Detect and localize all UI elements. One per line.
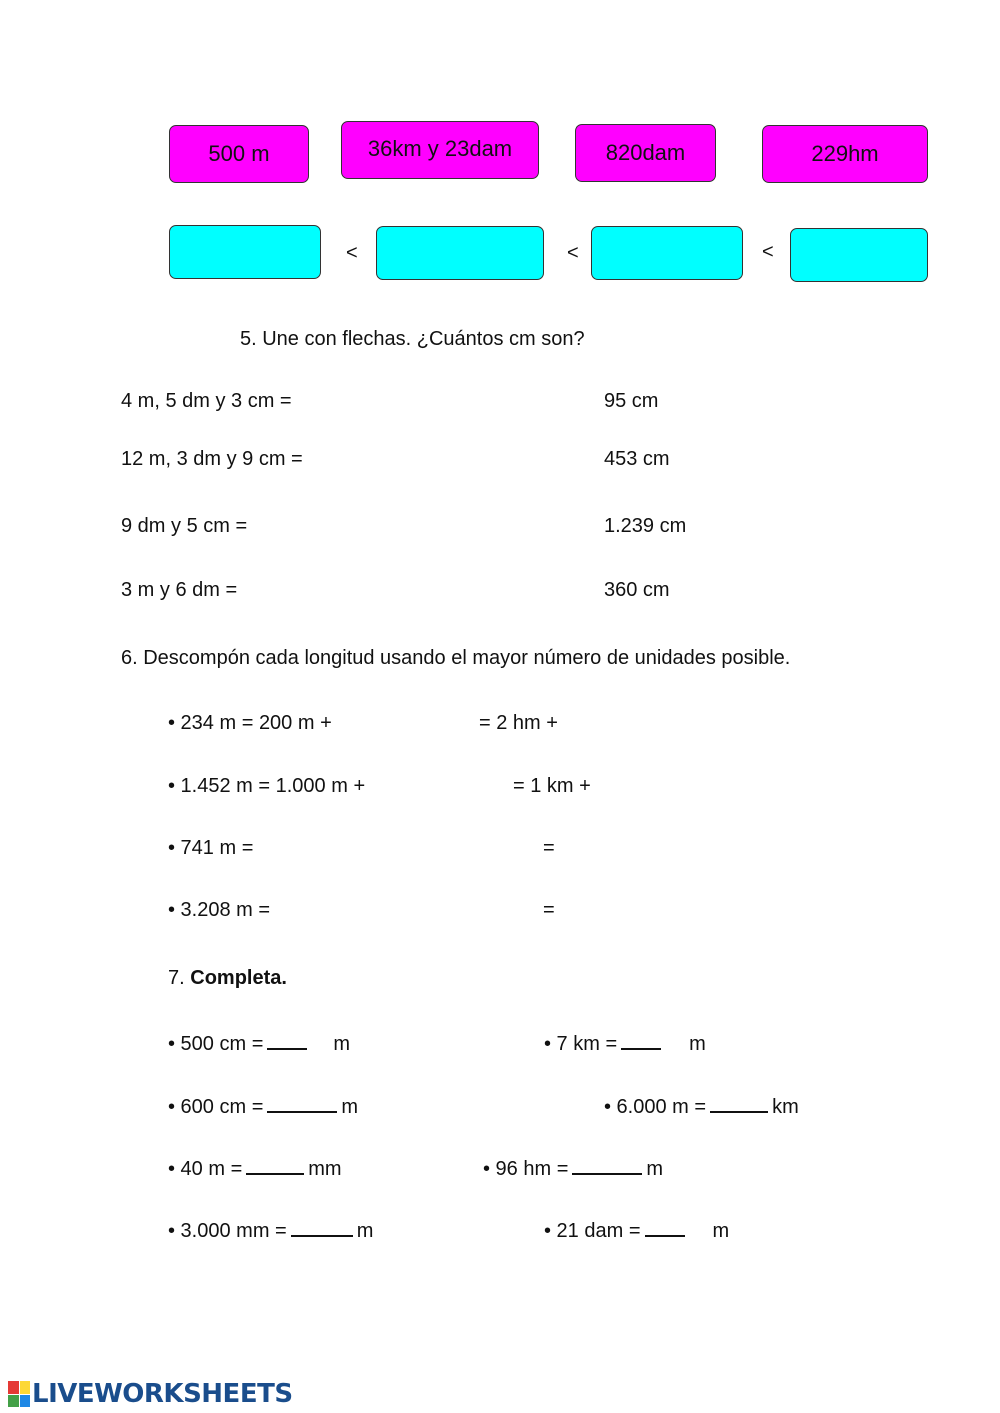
decompose-row-left: • 1.452 m = 1.000 m +	[168, 775, 366, 797]
less-than-symbol: <	[762, 241, 774, 263]
exercise-6-title: 6. Descompón cada longitud usando el mayor número de unidades posible.	[121, 647, 791, 669]
decompose-row-left: • 741 m =	[168, 837, 254, 859]
complete-item	[483, 1157, 663, 1181]
complete-unit: mm	[308, 1158, 342, 1180]
decompose-row-right: =	[543, 837, 555, 859]
complete-unit: m	[712, 1220, 730, 1242]
exercise-7-label: Completa.	[190, 967, 287, 989]
exercise-7-number: 7.	[168, 967, 185, 989]
decompose-row-right: = 1 km +	[513, 775, 591, 797]
drop-zone-2[interactable]	[376, 226, 544, 280]
answer-blank[interactable]	[267, 1095, 337, 1113]
answer-blank[interactable]	[572, 1157, 642, 1175]
answer-blank[interactable]	[645, 1219, 685, 1237]
less-than-symbol: <	[567, 242, 579, 264]
answer-blank[interactable]	[710, 1095, 768, 1113]
complete-prefix: • 6.000 m =	[604, 1096, 707, 1118]
complete-item	[168, 1095, 358, 1119]
complete-item	[544, 1219, 729, 1243]
match-right-item[interactable]: 360 cm	[604, 579, 670, 601]
complete-unit: m	[341, 1096, 359, 1118]
complete-prefix: • 7 km =	[544, 1033, 618, 1055]
complete-item	[168, 1157, 342, 1181]
complete-unit: m	[333, 1033, 351, 1055]
match-right-item[interactable]: 453 cm	[604, 448, 670, 470]
complete-item	[544, 1032, 706, 1056]
exercise-5-title: 5. Une con flechas. ¿Cuántos cm son?	[240, 328, 585, 350]
drag-item-229hm[interactable]: 229hm	[762, 125, 928, 183]
match-left-item[interactable]: 3 m y 6 dm =	[121, 579, 238, 601]
decompose-row-right: =	[543, 899, 555, 921]
complete-item	[168, 1219, 373, 1243]
exercise-7-title	[168, 967, 287, 990]
answer-blank[interactable]	[246, 1157, 304, 1175]
drop-zone-4[interactable]	[790, 228, 928, 282]
answer-blank[interactable]	[291, 1219, 353, 1237]
match-left-item[interactable]: 4 m, 5 dm y 3 cm =	[121, 390, 292, 412]
match-left-item[interactable]: 9 dm y 5 cm =	[121, 515, 248, 537]
complete-prefix: • 96 hm =	[483, 1158, 569, 1180]
drag-item-36km-23dam[interactable]	[341, 121, 539, 179]
complete-item	[604, 1095, 799, 1119]
less-than-symbol: <	[346, 242, 358, 264]
complete-item	[168, 1032, 350, 1056]
complete-prefix: • 21 dam =	[544, 1220, 641, 1242]
complete-prefix: • 600 cm =	[168, 1096, 264, 1118]
complete-unit: m	[689, 1033, 706, 1055]
complete-unit: m	[356, 1220, 374, 1242]
logo-mark-icon	[8, 1381, 30, 1407]
drag-item-label: 36km y 23dam	[367, 136, 513, 161]
complete-prefix: • 500 cm =	[168, 1033, 264, 1055]
match-left-item[interactable]: 12 m, 3 dm y 9 cm =	[121, 448, 303, 470]
drag-item-820dam[interactable]: 820dam	[575, 124, 716, 182]
drop-zone-1[interactable]	[169, 225, 321, 279]
decompose-row-right: = 2 hm +	[479, 712, 558, 734]
complete-unit: m	[646, 1158, 664, 1180]
match-right-item[interactable]: 1.239 cm	[604, 515, 687, 537]
complete-prefix: • 40 m =	[168, 1158, 243, 1180]
complete-unit: km	[772, 1096, 799, 1118]
drop-zone-3[interactable]	[591, 226, 743, 280]
match-right-item[interactable]: 95 cm	[604, 390, 659, 412]
liveworksheets-logo	[8, 1379, 293, 1409]
drag-item-500m[interactable]: 500 m	[169, 125, 309, 183]
logo-text: LIVEWORKSHEETS	[32, 1379, 293, 1409]
answer-blank[interactable]	[267, 1032, 307, 1050]
decompose-row-left: • 234 m = 200 m +	[168, 712, 332, 734]
decompose-row-left: • 3.208 m =	[168, 899, 271, 921]
complete-prefix: • 3.000 mm =	[168, 1220, 287, 1242]
answer-blank[interactable]	[621, 1032, 661, 1050]
